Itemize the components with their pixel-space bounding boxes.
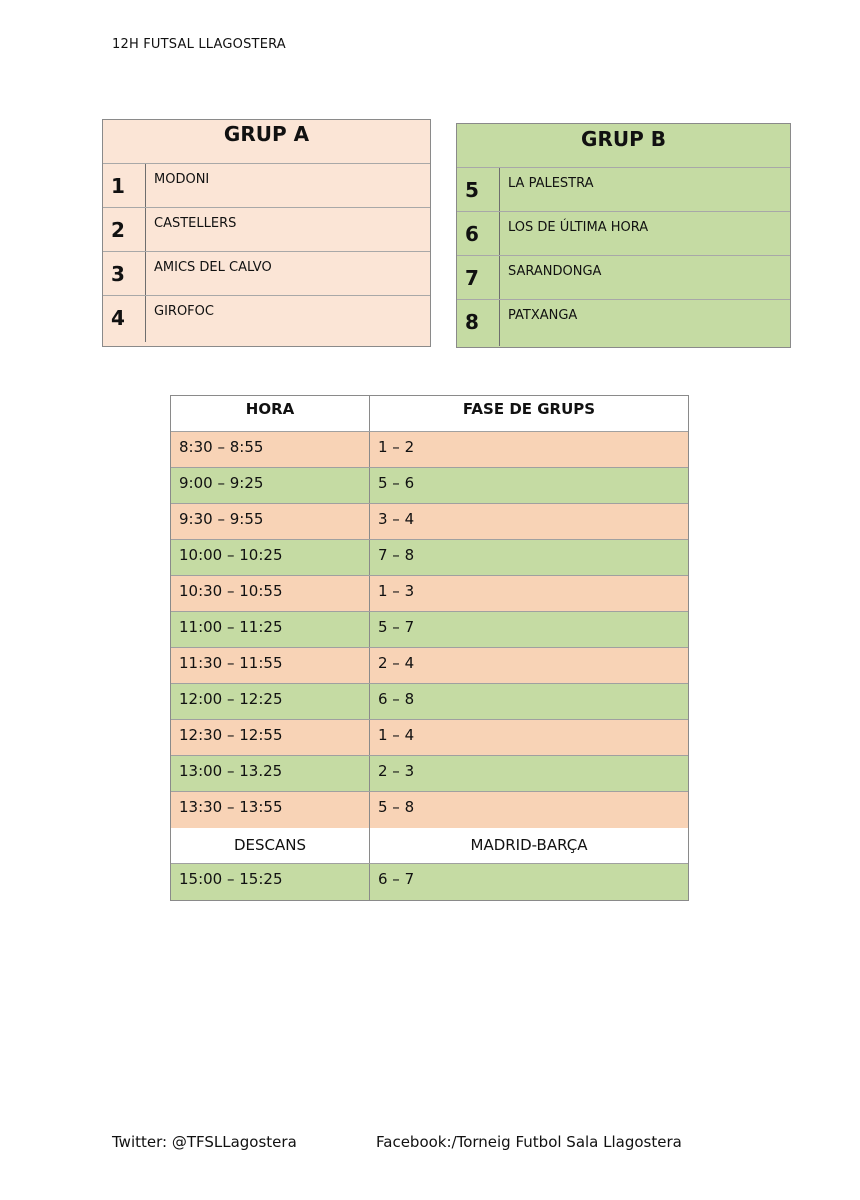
team-name: LA PALESTRA: [508, 176, 594, 191]
match-time: 12:30 – 12:55: [171, 720, 370, 755]
team-name: SARANDONGA: [508, 264, 602, 279]
break-row: [171, 828, 688, 864]
facebook-page: Facebook:/Torneig Futbol Sala Llagostera: [376, 1133, 682, 1151]
match-teams: 1 – 4: [378, 726, 415, 744]
team-name: PATXANGA: [508, 308, 578, 323]
group-a-row: [103, 164, 430, 208]
group-b-table: [456, 123, 791, 348]
team-name: AMICS DEL CALVO: [154, 260, 272, 275]
team-name: CASTELLERS: [154, 216, 237, 231]
group-a-row: [103, 296, 430, 342]
group-b-title: GRUP B: [457, 124, 790, 168]
schedule-row: [171, 576, 688, 612]
group-a-row: [103, 252, 430, 296]
group-b-row: [457, 212, 790, 256]
match-teams: 6 – 8: [378, 690, 415, 708]
match-time: 8:30 – 8:55: [171, 432, 370, 467]
match-teams: 1 – 3: [378, 582, 415, 600]
match-time: 11:00 – 11:25: [171, 612, 370, 647]
schedule-row: [171, 756, 688, 792]
team-name: LOS DE ÚLTIMA HORA: [508, 220, 649, 235]
match-teams: 1 – 2: [378, 438, 415, 456]
group-b-row: [457, 168, 790, 212]
page-header: 12H FUTSAL LLAGOSTERA: [112, 37, 286, 52]
team-number: 6: [457, 212, 500, 255]
team-number: 1: [103, 164, 146, 207]
match-teams: 5 – 7: [378, 618, 415, 636]
team-number: 7: [457, 256, 500, 299]
match-time: 9:30 – 9:55: [171, 504, 370, 539]
schedule-row: [171, 504, 688, 540]
schedule-table: [170, 395, 689, 901]
fase-header: FASE DE GRUPS: [462, 400, 596, 418]
match-teams: 5 – 8: [378, 798, 415, 816]
hora-header: HORA: [171, 396, 370, 431]
break-label: DESCANS: [171, 828, 370, 863]
schedule-row: [171, 612, 688, 648]
group-a-table: [102, 119, 431, 347]
group-b-row: [457, 300, 790, 346]
team-number: 4: [103, 296, 146, 342]
team-name: GIROFOC: [154, 304, 214, 319]
match-time: 10:30 – 10:55: [171, 576, 370, 611]
team-number: 2: [103, 208, 146, 251]
schedule-row: [171, 864, 688, 900]
match-time: 12:00 – 12:25: [171, 684, 370, 719]
match-teams: 3 – 4: [378, 510, 415, 528]
match-teams: 6 – 7: [378, 870, 415, 888]
group-a-row: [103, 208, 430, 252]
match-teams: 7 – 8: [378, 546, 415, 564]
schedule-row: [171, 648, 688, 684]
schedule-row: [171, 720, 688, 756]
twitter-handle: Twitter: @TFSLLagostera: [112, 1133, 297, 1151]
schedule-row: [171, 684, 688, 720]
match-teams: 5 – 6: [378, 474, 415, 492]
team-number: 3: [103, 252, 146, 295]
match-time: 15:00 – 15:25: [171, 864, 370, 900]
schedule-row: [171, 792, 688, 828]
team-number: 5: [457, 168, 500, 211]
match-time: 13:00 – 13.25: [171, 756, 370, 791]
match-teams: 2 – 3: [378, 762, 415, 780]
break-event: MADRID-BARÇA: [470, 836, 588, 854]
schedule-header-row: [171, 396, 688, 432]
match-time: 9:00 – 9:25: [171, 468, 370, 503]
schedule-row: [171, 468, 688, 504]
team-number: 8: [457, 300, 500, 346]
match-teams: 2 – 4: [378, 654, 415, 672]
schedule-row: [171, 540, 688, 576]
team-name: MODONI: [154, 172, 210, 187]
match-time: 13:30 – 13:55: [171, 792, 370, 828]
match-time: 10:00 – 10:25: [171, 540, 370, 575]
match-time: 11:30 – 11:55: [171, 648, 370, 683]
group-b-row: [457, 256, 790, 300]
group-a-title: GRUP A: [103, 120, 430, 164]
schedule-row: [171, 432, 688, 468]
